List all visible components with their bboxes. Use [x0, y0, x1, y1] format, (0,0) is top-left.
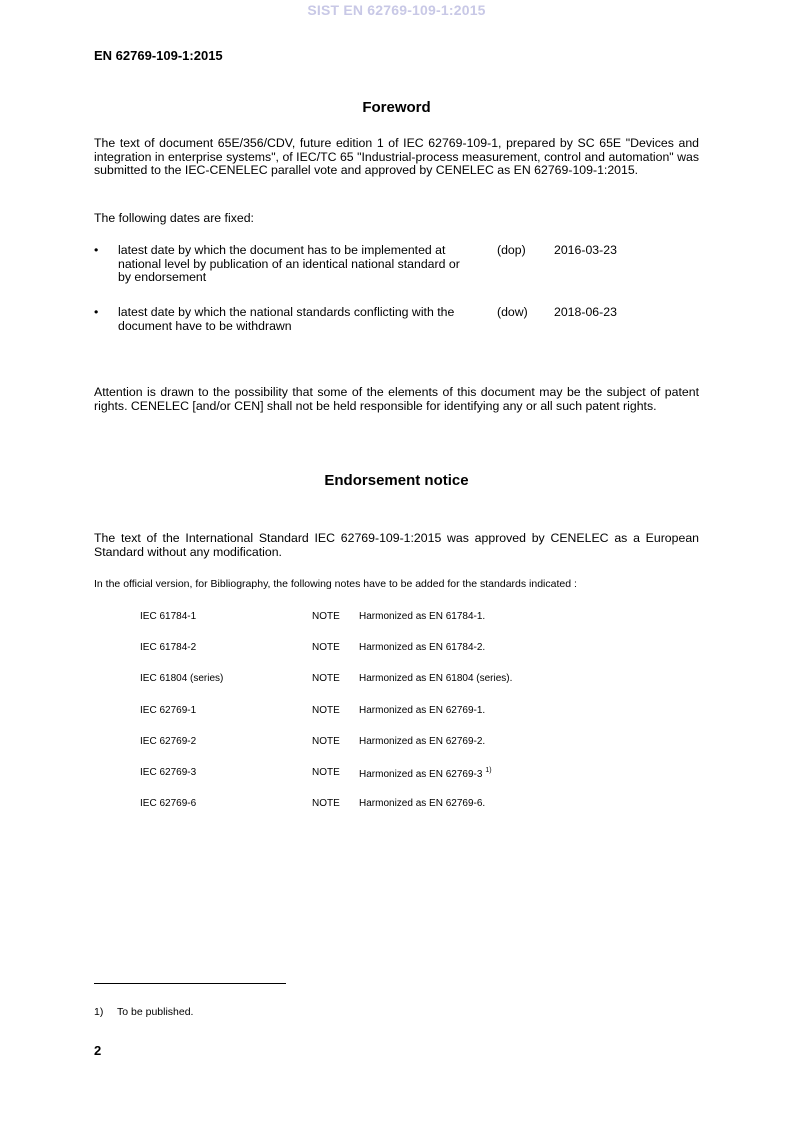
- note-text: Harmonized as EN 62769-6.: [359, 798, 486, 809]
- date-item-date: 2016-03-23: [554, 243, 617, 257]
- note-text-value: Harmonized as EN 62769-3: [359, 769, 483, 780]
- note-keyword: NOTE: [312, 705, 340, 716]
- note-row: [0, 736, 793, 749]
- watermark: SIST EN 62769-109-1:2015: [307, 2, 486, 18]
- footnote-divider: [94, 983, 286, 984]
- note-text: Harmonized as EN 62769-1.: [359, 705, 486, 716]
- document-id: EN 62769-109-1:2015: [94, 48, 223, 63]
- note-row: [0, 673, 793, 686]
- note-text: Harmonized as EN 61784-1.: [359, 611, 486, 622]
- footnote-reference: 1): [485, 767, 492, 774]
- note-standard: IEC 61804 (series): [140, 673, 224, 684]
- note-standard: IEC 62769-2: [140, 736, 197, 747]
- note-text: Harmonized as EN 61804 (series).: [359, 673, 513, 684]
- note-keyword: NOTE: [312, 673, 340, 684]
- note-standard: IEC 62769-6: [140, 798, 197, 809]
- foreword-paragraph: The text of document 65E/356/CDV, future edition 1 of IEC 62769-109-1, prepared by SC 65E "Devices and integration in enterprise systems", of IEC/TC 65 "Industrial-process measurement, control and automation" was submitted to the IEC-CENELEC parallel vote and approved by CENELEC as EN 62769-109-1:2015.: [94, 136, 699, 177]
- note-keyword: NOTE: [312, 798, 340, 809]
- note-keyword: NOTE: [312, 736, 340, 747]
- date-item-code: (dop): [497, 243, 526, 257]
- footnote-mark: 1): [94, 1006, 104, 1018]
- footnote: [94, 1006, 193, 1018]
- date-item-date: 2018-06-23: [554, 305, 617, 319]
- date-item-text: latest date by which the document has to be implemented at national level by publication of an identical national standard or by endorsement: [118, 243, 460, 284]
- endorsement-paragraph: The text of the International Standard IEC 62769-109-1:2015 was approved by CENELEC as a European Standard without any modification.: [94, 531, 699, 559]
- date-item-code: (dow): [497, 305, 528, 319]
- note-text: Harmonized as EN 61784-2.: [359, 642, 486, 653]
- endorsement-heading: Endorsement notice: [324, 472, 469, 489]
- note-keyword: NOTE: [312, 767, 340, 778]
- attention-paragraph: Attention is drawn to the possibility that some of the elements of this document may be the subject of patent rights. CENELEC [and/or CEN] shall not be held responsible for identifying any or all such patent rights.: [94, 385, 699, 413]
- note-text: Harmonized as EN 62769-2.: [359, 736, 486, 747]
- bullet-icon: •: [94, 243, 99, 257]
- page-number: 2: [94, 1043, 102, 1058]
- note-standard: IEC 61784-2: [140, 642, 197, 653]
- bibliography-intro: In the official version, for Bibliography, the following notes have to be added for the standards indicated :: [94, 578, 577, 590]
- note-row: [0, 611, 793, 624]
- note-row: [0, 767, 793, 780]
- foreword-heading: Foreword: [362, 99, 431, 116]
- note-text: [359, 767, 492, 780]
- footnote-text: To be published.: [117, 1006, 194, 1018]
- note-row: [0, 705, 793, 718]
- note-standard: IEC 61784-1: [140, 611, 197, 622]
- bullet-icon: •: [94, 305, 99, 319]
- note-row: [0, 798, 793, 811]
- date-item-text: latest date by which the national standards conflicting with the document have to be withdrawn: [118, 305, 455, 333]
- note-keyword: NOTE: [312, 611, 340, 622]
- note-standard: IEC 62769-1: [140, 705, 197, 716]
- note-standard: IEC 62769-3: [140, 767, 197, 778]
- note-row: [0, 642, 793, 655]
- dates-intro: The following dates are fixed:: [94, 211, 254, 225]
- note-keyword: NOTE: [312, 642, 340, 653]
